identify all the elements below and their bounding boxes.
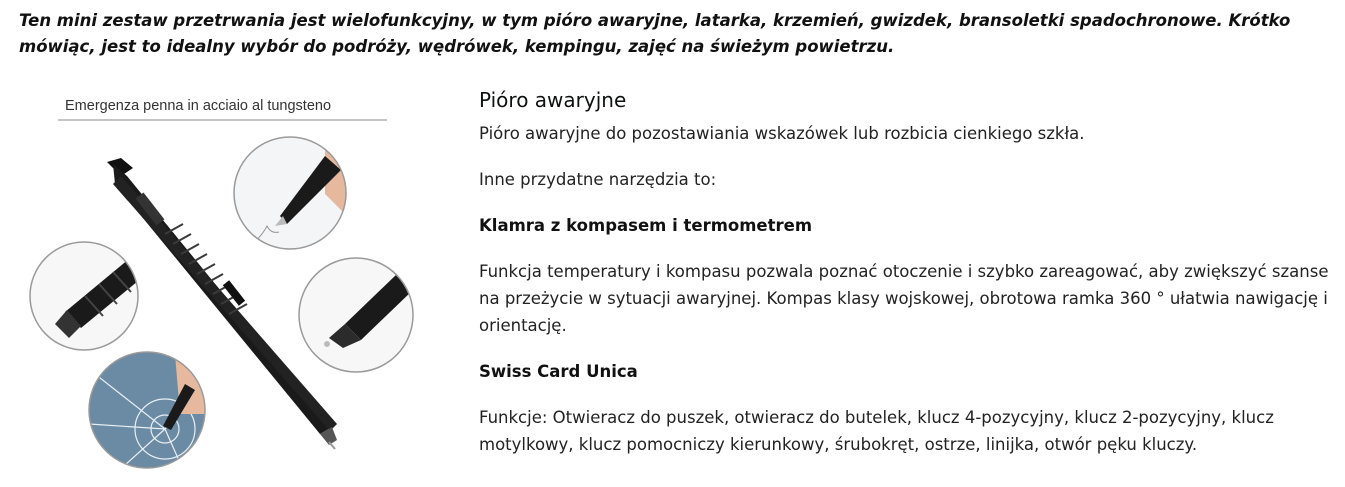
section-title: Pióro awaryjne [479, 88, 627, 112]
writing-detail-image [234, 137, 355, 249]
ballpoint-detail-image [299, 258, 413, 372]
compass-description: Funkcja temperatury i kompasu pozwala poznać otoczenie i szybko zareagować, aby zwiększyć szanse na przeżycie w sytuacji awaryjnej. Kompas klasy wojskowej, obrotowa ramka 360 ° ułatwia nawigację i orientację. [479, 262, 1329, 335]
swiss-card-heading: Swiss Card Unica [479, 362, 638, 381]
intro-text: Ten mini zestaw przetrwania jest wielofunkcyjny, w tym pióro awaryjne, latarka, krzemień, gwizdek, bransoletki spadochronowe. Krótko mówiąc, jest to idealny wybór do podróży, wędrówek, kempingu, zajęć na świeżym powietrzu. [19, 11, 1291, 56]
other-tools-label: Inne przydatne narzędzia to: [479, 170, 717, 189]
compass-heading: Klamra z kompasem i termometrem [479, 216, 813, 235]
tip-detail-image [30, 242, 149, 350]
description-section [479, 86, 1329, 458]
glass-breaking-image [89, 352, 210, 474]
product-image-tactical-pen [25, 84, 445, 487]
swiss-card-description: Funkcje: Otwieracz do puszek, otwieracz do butelek, klucz 4-pozycyjny, klucz 2-pozycyjny, klucz motylkowy, klucz pomocniczy kierunkowy, śrubokręt, ostrze, linijka, otwór pęku kluczy. [479, 408, 1274, 454]
pen-description: Pióro awaryjne do pozostawiania wskazówek lub rozbicia cienkiego szkła. [479, 124, 1085, 143]
figure-caption: Emergenza penna in acciaio al tungsteno [65, 98, 332, 114]
